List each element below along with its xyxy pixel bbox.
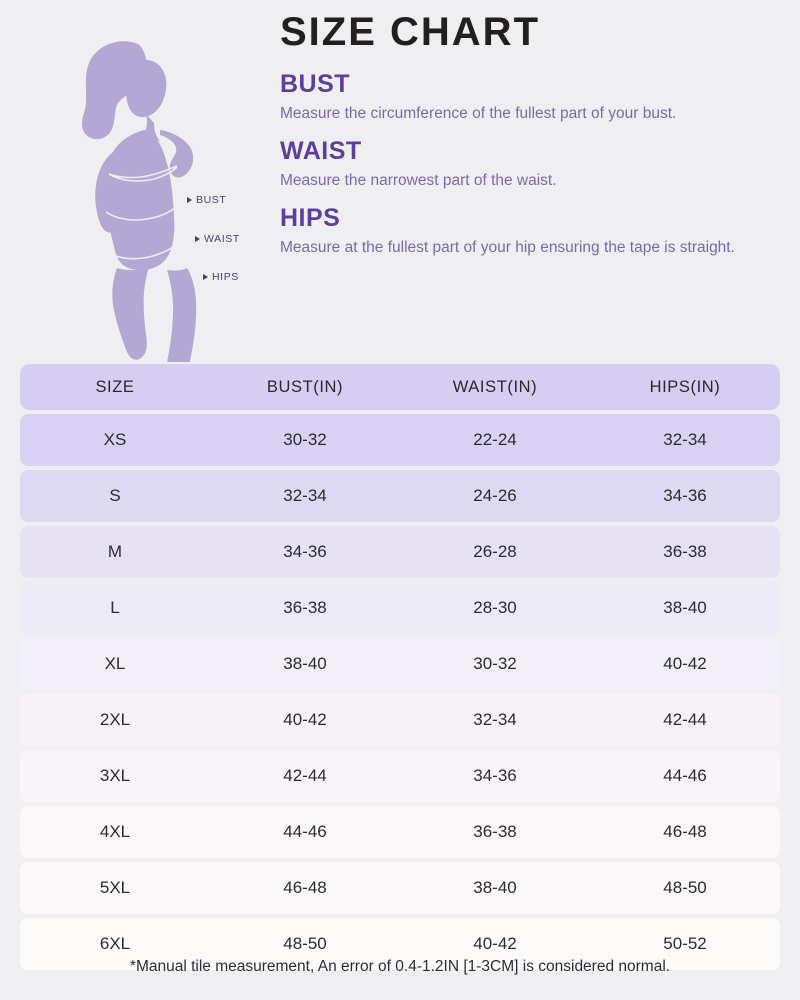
table-cell-bustin: 34-36	[283, 542, 327, 561]
column-header-bust: BUST(IN)	[266, 377, 344, 396]
measure-desc-waist: Measure the narrowest part of the waist.	[280, 171, 557, 189]
table-cell-waistin: 28-30	[473, 598, 517, 617]
table-row	[20, 638, 780, 690]
table-cell-waistin: 36-38	[473, 822, 517, 841]
table-row	[20, 806, 780, 858]
table-cell-size: XS	[103, 430, 127, 449]
table-cell-size: S	[109, 486, 121, 505]
arrow-icon	[203, 274, 208, 280]
table-cell-hipsin: 40-42	[663, 654, 707, 673]
female-figure-illustration	[20, 22, 260, 362]
table-row	[20, 694, 780, 746]
table-body	[20, 414, 780, 970]
table-cell-waistin: 26-28	[473, 542, 517, 561]
arrow-icon	[195, 236, 200, 242]
table-cell-bustin: 32-34	[283, 486, 327, 505]
table-cell-bustin: 46-48	[283, 878, 327, 897]
table-cell-hipsin: 46-48	[663, 822, 707, 841]
table-row	[20, 750, 780, 802]
measure-title-hips: HIPS	[280, 203, 341, 232]
page-title: SIZE CHART	[280, 10, 540, 54]
measure-desc-bust: Measure the circumference of the fullest part of your bust.	[280, 105, 677, 122]
size-table	[20, 364, 780, 974]
table-row	[20, 862, 780, 914]
table-cell-hipsin: 50-52	[663, 934, 707, 953]
table-cell-size: XL	[104, 654, 126, 673]
table-cell-hipsin: 48-50	[663, 878, 707, 897]
table-cell-bustin: 38-40	[283, 654, 327, 673]
table-cell-bustin: 48-50	[283, 934, 327, 953]
table-cell-waistin: 24-26	[473, 486, 517, 505]
table-cell-hipsin: 36-38	[663, 542, 707, 561]
table-cell-size: L	[110, 598, 120, 617]
measure-block-waist	[280, 137, 780, 192]
column-header-size: SIZE	[95, 377, 135, 396]
table-cell-size: 6XL	[99, 934, 131, 953]
arrow-icon	[187, 197, 192, 203]
table-cell-size: 5XL	[99, 878, 131, 897]
top-section	[0, 0, 800, 362]
measure-block-bust	[280, 70, 780, 125]
table-cell-bustin: 30-32	[283, 430, 327, 449]
info-column	[280, 10, 780, 271]
table-cell-bustin: 36-38	[283, 598, 327, 617]
column-header-hips: HIPS(IN)	[649, 377, 721, 396]
table-cell-size: 2XL	[99, 710, 131, 729]
table-row	[20, 414, 780, 466]
table-cell-hipsin: 42-44	[663, 710, 707, 729]
table-cell-bustin: 44-46	[283, 822, 327, 841]
table-row	[20, 582, 780, 634]
figure-label-bust: BUST	[187, 194, 226, 206]
table-cell-waistin: 40-42	[473, 934, 517, 953]
table-cell-size: 3XL	[99, 766, 131, 785]
table-cell-hipsin: 38-40	[663, 598, 707, 617]
table-cell-waistin: 32-34	[473, 710, 517, 729]
measure-block-hips	[280, 204, 780, 259]
measure-title-waist: WAIST	[280, 136, 362, 165]
table-cell-waistin: 22-24	[473, 430, 517, 449]
measure-title-bust: BUST	[280, 70, 351, 98]
table-row	[20, 470, 780, 522]
table-cell-bustin: 42-44	[283, 766, 327, 785]
table-header-row	[20, 364, 780, 410]
table-cell-size: 4XL	[99, 822, 131, 841]
table-cell-hipsin: 44-46	[663, 766, 707, 785]
table-cell-waistin: 38-40	[473, 878, 517, 897]
table-cell-waistin: 30-32	[473, 654, 517, 673]
table-cell-waistin: 34-36	[473, 766, 517, 785]
table-row	[20, 526, 780, 578]
table-cell-hipsin: 34-36	[663, 486, 707, 505]
table-cell-bustin: 40-42	[283, 710, 327, 729]
table-cell-size: M	[107, 542, 123, 561]
figure-label-hips: HIPS	[203, 271, 239, 283]
measure-desc-hips: Measure at the fullest part of your hip ensuring the tape is straight.	[280, 238, 735, 256]
table-cell-hipsin: 32-34	[663, 430, 707, 449]
footnote: *Manual tile measurement, An error of 0.4-1.2IN [1-3CM] is considered normal.	[129, 958, 671, 975]
figure-label-waist: WAIST	[195, 233, 240, 245]
column-header-waist: WAIST(IN)	[452, 377, 538, 396]
